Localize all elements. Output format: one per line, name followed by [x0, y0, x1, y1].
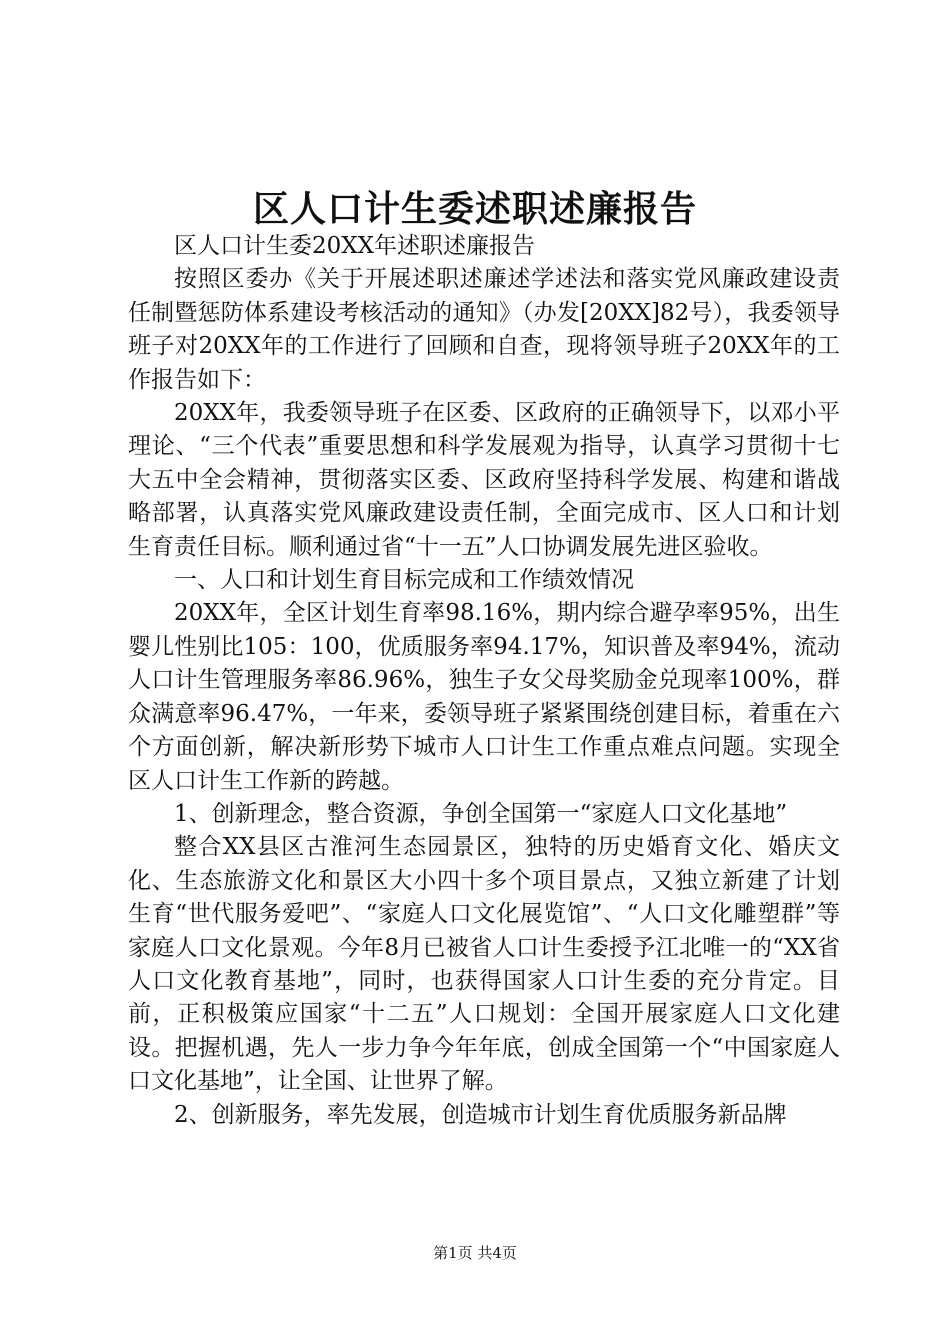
- document-body: [128, 230, 840, 1132]
- document-title: 区人口计生委述职述廉报告: [252, 188, 697, 230]
- summary-paragraph: 20XX年，我委领导班子在区委、区政府的正确领导下，以邓小平理论、“三个代表”重要思想和科学发展观为指导，认真学习贯彻十七大五中全会精神，贯彻落实区委、区政府坚持科学发展、构建和谐战略部署，认真落实党风廉政建设责任制，全面完成市、区人口和计划生育责任目标。顺利通过省“十一五”人口协调发展先进区验收。: [128, 400, 840, 560]
- subsection-heading-2: 2、创新服务，率先发展，创造城市计划生育优质服务新品牌: [174, 1101, 787, 1128]
- section-heading-1: 一、人口和计划生育目标完成和工作绩效情况: [174, 567, 634, 594]
- intro-paragraph: 按照区委办《关于开展述职述廉述学述法和落实党风廉政建设责任制暨惩防体系建设考核活动的通知》（办发[20XX]82号），我委领导班子对20XX年的工作进行了回顾和自查，现将领导班子20XX年的工作报告如下：: [128, 266, 840, 393]
- subtitle-paragraph: 区人口计生委20XX年述职述廉报告: [174, 233, 536, 259]
- subsection-heading-1: 1、创新理念，整合资源，争创全国第一“家庭人口文化基地”: [174, 800, 788, 827]
- page-footer: 第1页 共4页: [433, 1244, 517, 1262]
- culture-base-paragraph: 整合XX县区古淮河生态园景区，独特的历史婚育文化、婚庆文化、生态旅游文化和景区大小四十多个项目景点，又独立新建了计划生育“世代服务爱吧”、“家庭人口文化展览馆”、“人口文化雕塑群”等家庭人口文化景观。今年8月已被省人口计生委授予江北唯一的“XX省人口文化教育基地”，同时，也获得国家人口计生委的充分肯定。目前，正积极策应国家“十二五”人口规划：全国开展家庭人口文化建设。把握机遇，先人一步力争今年年底，创成全国第一个“中国家庭人口文化基地”，让全国、让世界了解。: [128, 834, 840, 1095]
- statistics-paragraph: 20XX年，全区计划生育率98.16%，期内综合避孕率95%，出生婴儿性别比105：100，优质服务率94.17%，知识普及率94%，流动人口计生管理服务率86.96%，独生子女父母奖励金兑现率100%，群众满意率96.47%，一年来，委领导班子紧紧围绕创建目标，着重在六个方面创新，解决新形势下城市人口计生工作重点难点问题。实现全区人口计生工作新的跨越。: [128, 600, 840, 794]
